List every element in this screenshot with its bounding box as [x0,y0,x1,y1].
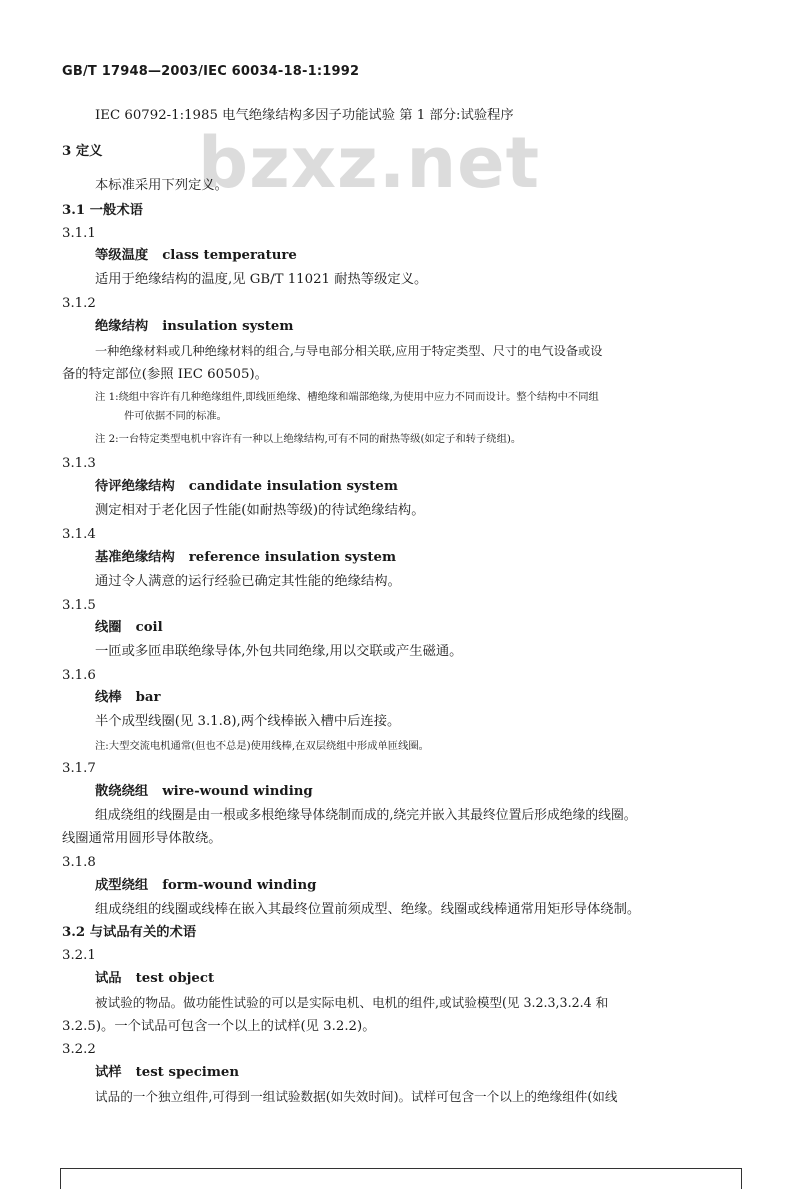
subsection-heading: 3.2 与试品有关的术语 [62,925,197,940]
section-heading: 3 定义 [62,144,103,159]
term [95,247,297,265]
note: 注 1:绕组中容许有几种绝缘组件,即线匝绝缘、槽绝缘和端部绝缘,为使用中应力不同而设计。整个结构中不同组 [95,391,599,403]
definition: 试品的一个独立组件,可得到一组试验数据(如失效时间)。试样可包含一个以上的绝缘组件(如线 [95,1089,618,1104]
paragraph: 本标准采用下列定义。 [95,178,228,193]
normative-reference: IEC 60792-1:1985 电气绝缘结构多因子功能试验 第 1 部分:试验程序 [95,108,514,123]
term-zh: 线圈 [95,620,122,635]
clause-number: 3.1.7 [62,761,96,776]
term-en: insulation system [162,319,294,334]
term [95,783,313,801]
term [95,1064,239,1082]
term-zh: 绝缘结构 [95,319,149,334]
note-continued: 件可依据不同的标准。 [124,410,227,422]
term-en: wire-wound winding [162,784,313,799]
term-zh: 成型绕组 [95,878,149,893]
definition: 适用于绝缘结构的温度,见 GB/T 11021 耐热等级定义。 [95,272,428,287]
note: 注:大型交流电机通常(但也不总是)使用线棒,在双层绕组中形成单匝线圈。 [95,740,429,752]
term [95,478,398,496]
term-en: class temperature [162,248,297,263]
definition: 一种绝缘材料或几种绝缘材料的组合,与导电部分相关联,应用于特定类型、尺寸的电气设备或设 [95,344,603,358]
term [95,877,316,895]
definition-continued: 备的特定部位(参照 IEC 60505)。 [62,367,268,382]
term-zh: 待评绝缘结构 [95,479,175,494]
term-en: candidate insulation system [188,479,398,494]
definition-continued: 线圈通常用圆形导体散绕。 [62,831,222,846]
clause-number: 3.1.1 [62,226,96,241]
term-en: reference insulation system [188,550,397,565]
watermark: bzxz.net [198,122,541,204]
subsection-heading: 3.1 一般术语 [62,203,143,218]
term-en: coil [135,620,163,635]
clause-number: 3.1.3 [62,456,96,471]
definition: 通过令人满意的运行经验已确定其性能的绝缘结构。 [95,574,401,589]
term [95,318,293,336]
term-zh: 基准绝缘结构 [95,550,175,565]
term-zh: 线棒 [95,690,122,705]
clause-number: 3.1.8 [62,855,96,870]
clause-number: 3.2.1 [62,948,96,963]
term-zh: 试样 [95,1065,122,1080]
term [95,689,161,707]
definition: 测定相对于老化因子性能(如耐热等级)的待试绝缘结构。 [95,503,425,518]
definition: 组成绕组的线圈或线棒在嵌入其最终位置前须成型、绝缘。线圈或线棒通常用矩形导体绕制。 [95,902,641,917]
definition: 被试验的物品。做功能性试验的可以是实际电机、电机的组件,或试验模型(见 3.2.3,3.2.4 和 [95,995,609,1010]
definition: 组成绕组的线圈是由一根或多根绝缘导体绕制而成的,绕完并嵌入其最终位置后形成绝缘的线圈。 [95,808,637,823]
term [95,549,396,567]
definition: 一匝或多匝串联绝缘导体,外包共同绝缘,用以交联或产生磁通。 [95,644,463,659]
definition-continued: 3.2.5)。一个试品可包含一个以上的试样(见 3.2.2)。 [62,1019,376,1034]
term-zh: 试品 [95,971,122,986]
clause-number: 3.1.5 [62,598,96,613]
standard-header: GB/T 17948—2003/IEC 60034-18-1:1992 [62,64,360,79]
term-en: form-wound winding [162,878,317,893]
clause-number: 3.1.2 [62,296,96,311]
note: 注 2:一台特定类型电机中容许有一种以上绝缘结构,可有不同的耐热等级(如定子和转子绕组)。 [95,433,522,445]
clause-number: 3.1.4 [62,527,96,542]
term-en: test specimen [135,1065,240,1080]
term-zh: 等级温度 [95,248,149,263]
term-en: test object [135,971,215,986]
term [95,970,214,988]
definition: 半个成型线圈(见 3.1.8),两个线棒嵌入槽中后连接。 [95,714,401,729]
term-zh: 散绕绕组 [95,784,149,799]
clause-number: 3.1.6 [62,668,96,683]
term-en: bar [135,690,161,705]
term [95,619,163,637]
clause-number: 3.2.2 [62,1042,96,1057]
